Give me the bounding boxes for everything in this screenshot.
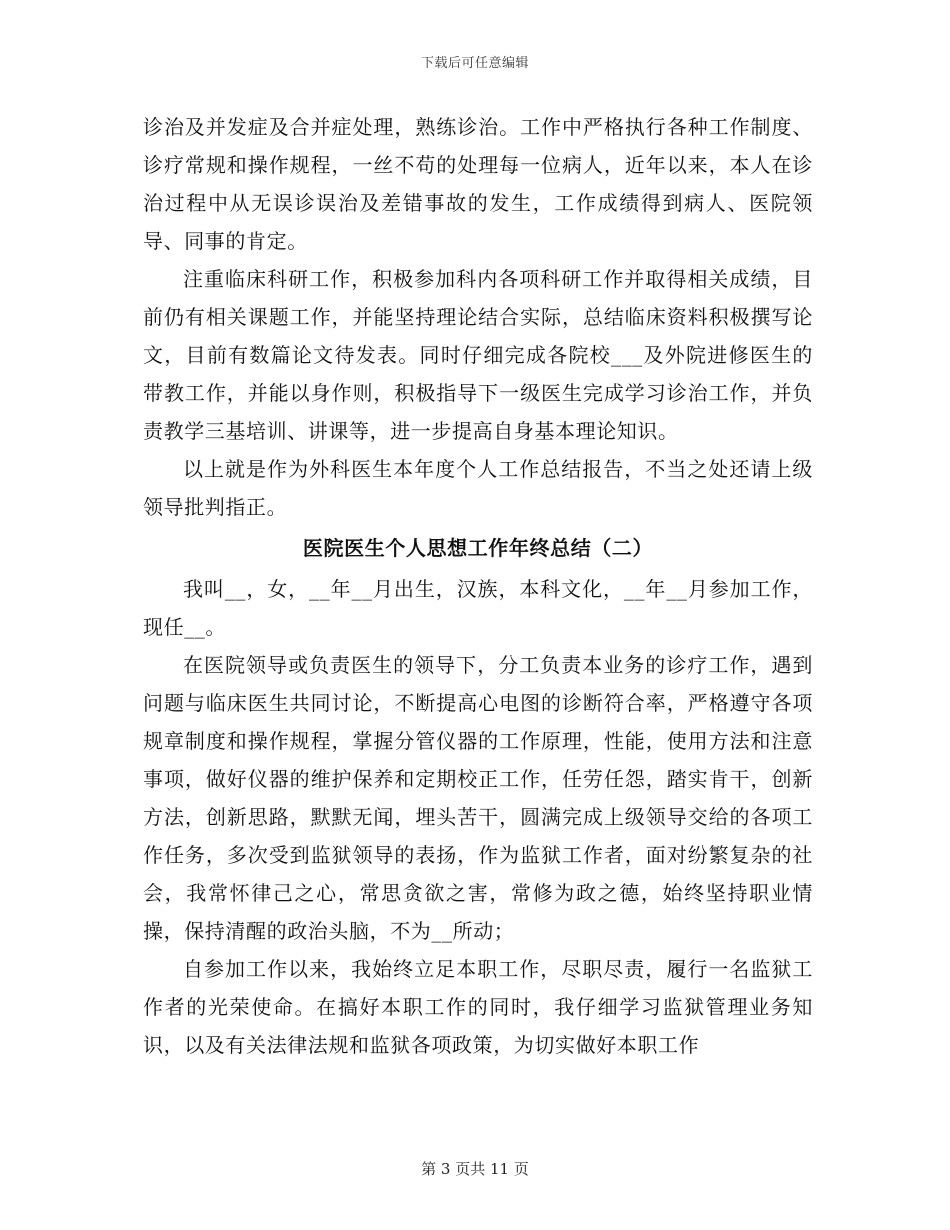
paragraph-duties: 在医院领导或负责医生的领导下，分工负责本业务的诊疗工作，遇到问题与临床医生共同讨论，不断提高心电图的诊断符合率，严格遵守各项规章制度和操作规程，掌握分管仪器的工作原理，性能，使用方法和注意事项，做好仪器的维护保养和定期校正工作，任劳任怨，踏实肯干，创新方法，创新思路，默默无闻，埋头苦干，圆满完成上级领导交给的各项工作任务，多次受到监狱领导的表扬，作为监狱工作者，面对纷繁复杂的社会，我常怀律己之心，常思贪欲之害，常修为政之德，始终坚持职业情操，保持清醒的政治头脑，不为__所动； — [143, 653, 813, 943]
page-header: 下载后可任意编辑 — [420, 56, 529, 71]
paragraph-closing: 以上就是作为外科医生本年度个人工作总结报告，不当之处还请上级领导批判指正。 — [143, 457, 813, 519]
paragraph-intro: 我叫__，女，__年__月出生，汉族，本科文化，__年__月参加工作，现任__。 — [143, 577, 813, 639]
page-footer: 第 3 页共 11 页 — [421, 1160, 529, 1178]
section-title: 医院医生个人思想工作年终总结（二） — [302, 536, 654, 560]
document-body — [143, 108, 813, 1064]
paragraph-research: 注重临床科研工作，积极参加科内各项科研工作并取得相关成绩，目前仍有相关课题工作，并能坚持理论结合实际，总结临床资料积极撰写论文，目前有数篇论文待发表。同时仔细完成各院校___及外院进修医生的带教工作，并能以身作则，积极指导下一级医生完成学习诊治工作，并负责教学三基培训、讲课等，进一步提高自身基本理论知识。 — [143, 267, 813, 443]
paragraph-since-joining: 自参加工作以来，我始终立足本职工作，尽职尽责，履行一名监狱工作者的光荣使命。在搞好本职工作的同时，我仔细学习监狱管理业务知识，以及有关法律法规和监狱各项政策，为切实做好本职工作 — [143, 957, 813, 1057]
paragraph-continuation: 诊治及并发症及合并症处理，熟练诊治。工作中严格执行各种工作制度、诊疗常规和操作规程，一丝不苟的处理每一位病人，近年以来，本人在诊治过程中从无误诊误治及差错事故的发生，工作成绩得到病人、医院领导、同事的肯定。 — [143, 115, 813, 253]
